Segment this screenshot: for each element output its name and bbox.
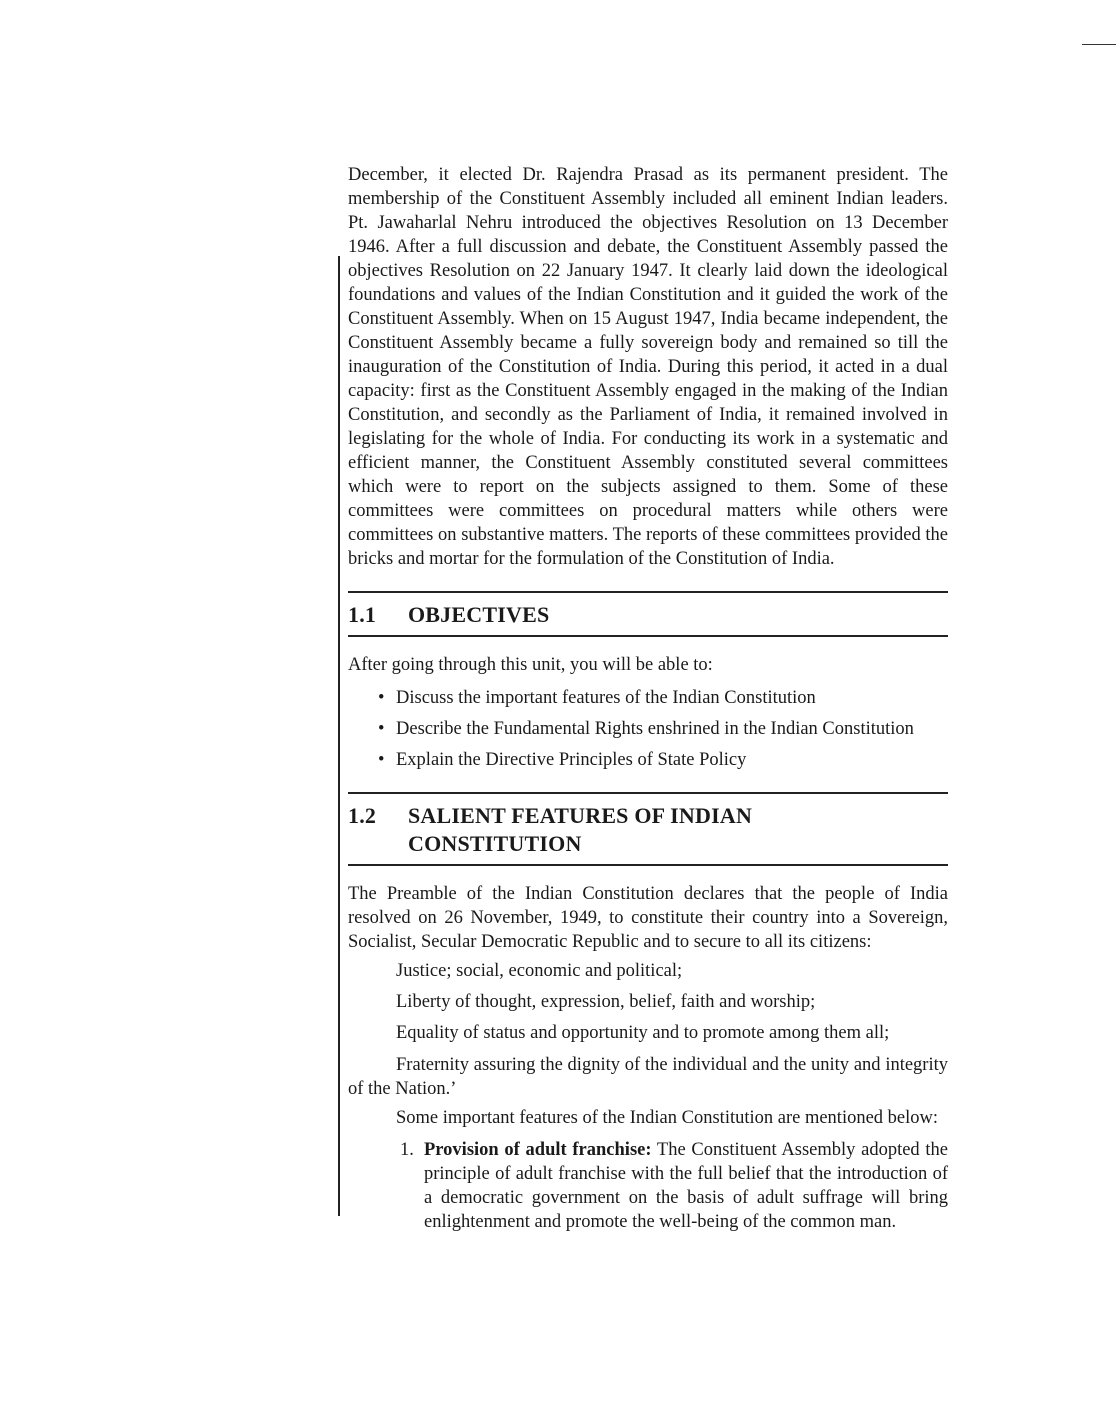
preamble-line: Justice; social, economic and political; [396, 961, 683, 981]
section-rule-bottom [348, 864, 948, 866]
section-heading-objectives [348, 593, 948, 635]
bullet-icon: • [378, 719, 385, 739]
feature-item-title: Provision of adult franchise: [424, 1140, 652, 1160]
list-item: • Discuss the important features of the Indian Constitution [348, 683, 948, 714]
bullet-icon: • [378, 688, 385, 708]
feature-item [348, 1138, 948, 1234]
margin-rule [338, 256, 340, 1216]
feature-item-number: 1. [400, 1140, 414, 1160]
preamble-line: Liberty of thought, expression, belief, faith and worship; [396, 992, 816, 1012]
objectives-list [348, 683, 948, 776]
list-item: • Describe the Fundamental Rights enshrined in the Indian Constitution [348, 714, 948, 745]
preamble-intro: The Preamble of the Indian Constitution declares that the people of India resolved on 26 November, 1949, to constitute their country into a Sovereign, Socialist, Secular Democratic Republic and to secure to all its citizens: [348, 884, 948, 952]
page-content [348, 163, 948, 1234]
section-rule-bottom [348, 635, 948, 637]
section-number: 1.2 [348, 803, 377, 828]
section-heading-features [348, 794, 948, 864]
corner-rule [1082, 44, 1116, 45]
preamble-line: Equality of status and opportunity and to promote among them all; [396, 1023, 890, 1043]
section-number: 1.1 [348, 602, 377, 627]
section-title: SALIENT FEATURES OF INDIAN CONSTITUTION [408, 803, 753, 856]
preamble-fraternity: Fraternity assuring the dignity of the individual and the unity and integrity of the Nation.’ [348, 1055, 948, 1099]
bullet-icon: • [378, 750, 385, 770]
list-item: • Explain the Directive Principles of State Policy [348, 745, 948, 776]
section-title: OBJECTIVES [408, 602, 550, 627]
features-lead: Some important features of the Indian Constitution are mentioned below: [396, 1108, 939, 1128]
intro-paragraph: December, it elected Dr. Rajendra Prasad as its permanent president. The membership of the Constituent Assembly included all eminent Indian leaders. Pt. Jawaharlal Nehru introduced the objectives Resolution on 13 December 1946. After a full discussion and debate, the Constituent Assembly passed the objectives Resolution on 22 January 1947. It clearly laid down the ideological foundations and values of the Indian Constitution and it guided the work of the Constituent Assembly. When on 15 August 1947, India became independent, the Constituent Assembly became a fully sovereign body and remained so till the inauguration of the Constitution of India. During this period, it acted in a dual capacity: first as the Constituent Assembly engaged in the making of the Indian Constitution, and secondly as the Parliament of India, it remained involved in legislating for the whole of India. For conducting its work in a systematic and efficient manner, the Constituent Assembly constituted several committees which were to report on the subjects assigned to them. Some of these committees were committees on procedural matters while others were committees on substantive matters. The reports of these committees provided the bricks and mortar for the formulation of the Constitution of India. [348, 165, 948, 569]
objectives-lead: After going through this unit, you will be able to: [348, 655, 713, 675]
feature-item-text: The Constituent Assembly adopted the principle of adult franchise with the full belief that the introduction of a democratic government on the basis of adult suffrage will bring enlightenment and promote the well-being of the common man. [424, 1140, 948, 1232]
